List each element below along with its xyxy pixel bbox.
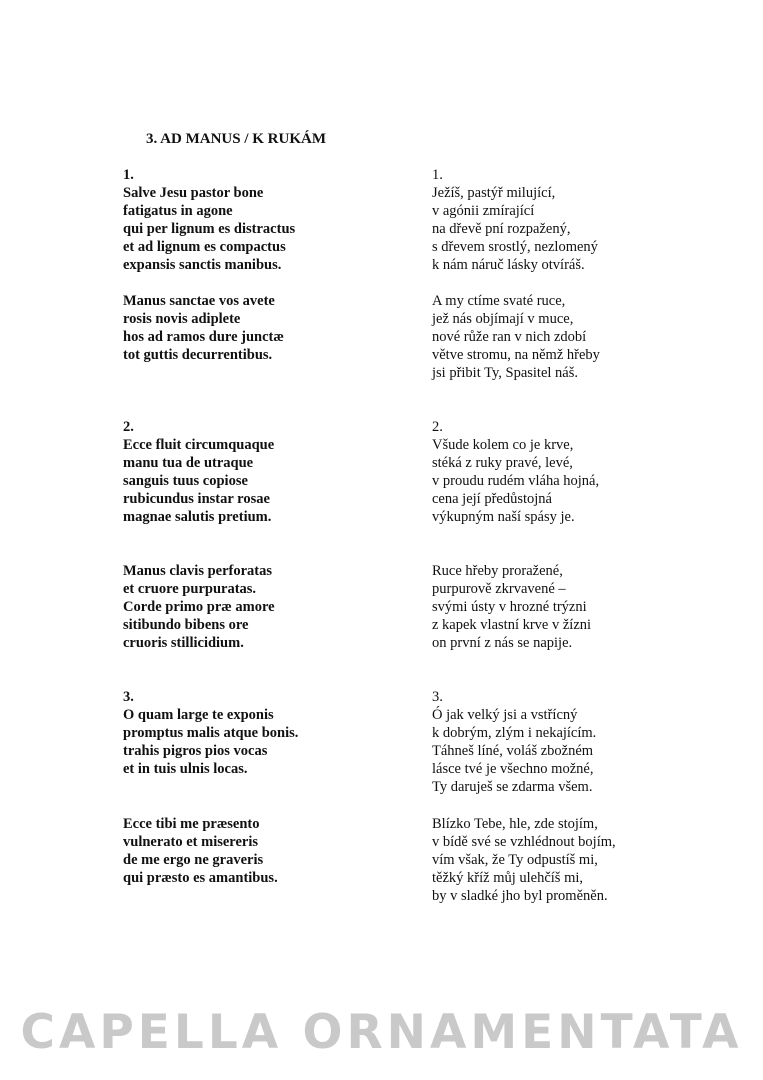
verse-line: by v sladké jho byl proměněn. <box>432 888 608 904</box>
verse-line: výkupným naší spásy je. <box>432 509 575 525</box>
verse-line: Manus clavis perforatas <box>123 563 273 579</box>
verse-line: jsi přibit Ty, Spasitel náš. <box>432 365 578 381</box>
verse-line: s dřevem srostlý, nezlomený <box>432 239 598 255</box>
czech-stanza-2b <box>432 562 591 652</box>
latin-stanza-2a <box>123 418 274 526</box>
verse-line: 2. <box>123 419 134 435</box>
verse-line: jež nás objímají v muce, <box>432 311 574 327</box>
verse-line: tot guttis decurrentibus. <box>123 347 273 363</box>
verse-line: et cruore purpuratas. <box>123 581 257 597</box>
verse-line: magnae salutis pretium. <box>123 509 272 525</box>
verse-line: hos ad ramos dure junctæ <box>123 329 284 345</box>
verse-line: 1. <box>123 167 134 183</box>
verse-line: A my ctíme svaté ruce, <box>432 293 566 309</box>
verse-line: 3. <box>123 689 134 705</box>
verse-line: Ty daruješ se zdarma všem. <box>432 779 593 795</box>
latin-stanza-1b <box>123 292 284 364</box>
verse-line: v proudu rudém vláha hojná, <box>432 473 600 489</box>
watermark-text: CAPELLA ORNAMENTATA <box>20 1005 743 1060</box>
verse-line: Corde primo præ amore <box>123 599 275 615</box>
verse-line: vulnerato et misereris <box>123 834 259 850</box>
latin-stanza-1a <box>123 166 295 274</box>
verse-line: větve stromu, na němž hřeby <box>432 347 600 363</box>
verse-line: svými ústy v hrozné trýzni <box>432 599 587 615</box>
verse-line: 3. <box>432 689 443 705</box>
verse-line: O quam large te exponis <box>123 707 274 723</box>
verse-line: Blízko Tebe, hle, zde stojím, <box>432 816 598 832</box>
czech-stanza-2a <box>432 418 599 526</box>
verse-line: Ježíš, pastýř milující, <box>432 185 556 201</box>
latin-stanza-3a <box>123 688 298 778</box>
verse-line: lásce tvé je všechno možné, <box>432 761 594 777</box>
verse-line: cruoris stillicidium. <box>123 635 244 651</box>
verse-line: Ruce hřeby proražené, <box>432 563 563 579</box>
verse-line: manu tua de utraque <box>123 455 254 471</box>
latin-stanza-2b <box>123 562 275 652</box>
verse-line: on první z nás se napije. <box>432 635 573 651</box>
verse-line: Táhneš líné, voláš zbožném <box>432 743 594 759</box>
verse-line: nové růže ran v nich zdobí <box>432 329 587 345</box>
czech-stanza-3a <box>432 688 596 796</box>
verse-line: qui præsto es amantibus. <box>123 870 278 886</box>
verse-line: Ecce fluit circumquaque <box>123 437 275 453</box>
verse-line: v agónii zmírající <box>432 203 535 219</box>
verse-line: na dřevě pní rozpažený, <box>432 221 571 237</box>
verse-line: sitibundo bibens ore <box>123 617 249 633</box>
verse-line: vím však, že Ty odpustíš mi, <box>432 852 598 868</box>
verse-line: trahis pigros pios vocas <box>123 743 268 759</box>
verse-line: qui per lignum es distractus <box>123 221 296 237</box>
verse-line: sanguis tuus copiose <box>123 473 248 489</box>
verse-line: Manus sanctae vos avete <box>123 293 275 309</box>
verse-line: stéká z ruky pravé, levé, <box>432 455 573 471</box>
verse-line: z kapek vlastní krve v žízni <box>432 617 592 633</box>
verse-line: Všude kolem co je krve, <box>432 437 574 453</box>
latin-stanza-3b <box>123 815 278 887</box>
verse-line: et ad lignum es compactus <box>123 239 286 255</box>
verse-line: k nám náruč lásky otvíráš. <box>432 257 585 273</box>
verse-line: fatigatus in agone <box>123 203 233 219</box>
page-title: 3. AD MANUS / K RUKÁM <box>146 131 326 147</box>
verse-line: de me ergo ne graveris <box>123 852 264 868</box>
verse-line: 2. <box>432 419 443 435</box>
verse-line: Ecce tibi me præsento <box>123 816 260 832</box>
verse-line: expansis sanctis manibus. <box>123 257 282 273</box>
verse-line: rubicundus instar rosae <box>123 491 270 507</box>
verse-line: 1. <box>432 167 443 183</box>
verse-line: Salve Jesu pastor bone <box>123 185 264 201</box>
verse-line: cena její předůstojná <box>432 491 552 507</box>
verse-line: k dobrým, zlým i nekajícím. <box>432 725 597 741</box>
czech-stanza-3b <box>432 815 616 905</box>
verse-line: purpurově zkrvavené – <box>432 581 566 597</box>
verse-line: těžký kříž můj ulehčíš mi, <box>432 870 584 886</box>
verse-line: promptus malis atque bonis. <box>123 725 299 741</box>
czech-stanza-1b <box>432 292 600 382</box>
verse-line: et in tuis ulnis locas. <box>123 761 248 777</box>
czech-stanza-1a <box>432 166 598 274</box>
verse-line: v bídě své se vzhlédnout bojím, <box>432 834 616 850</box>
verse-line: rosis novis adiplete <box>123 311 241 327</box>
verse-line: Ó jak velký jsi a vstřícný <box>432 707 578 723</box>
